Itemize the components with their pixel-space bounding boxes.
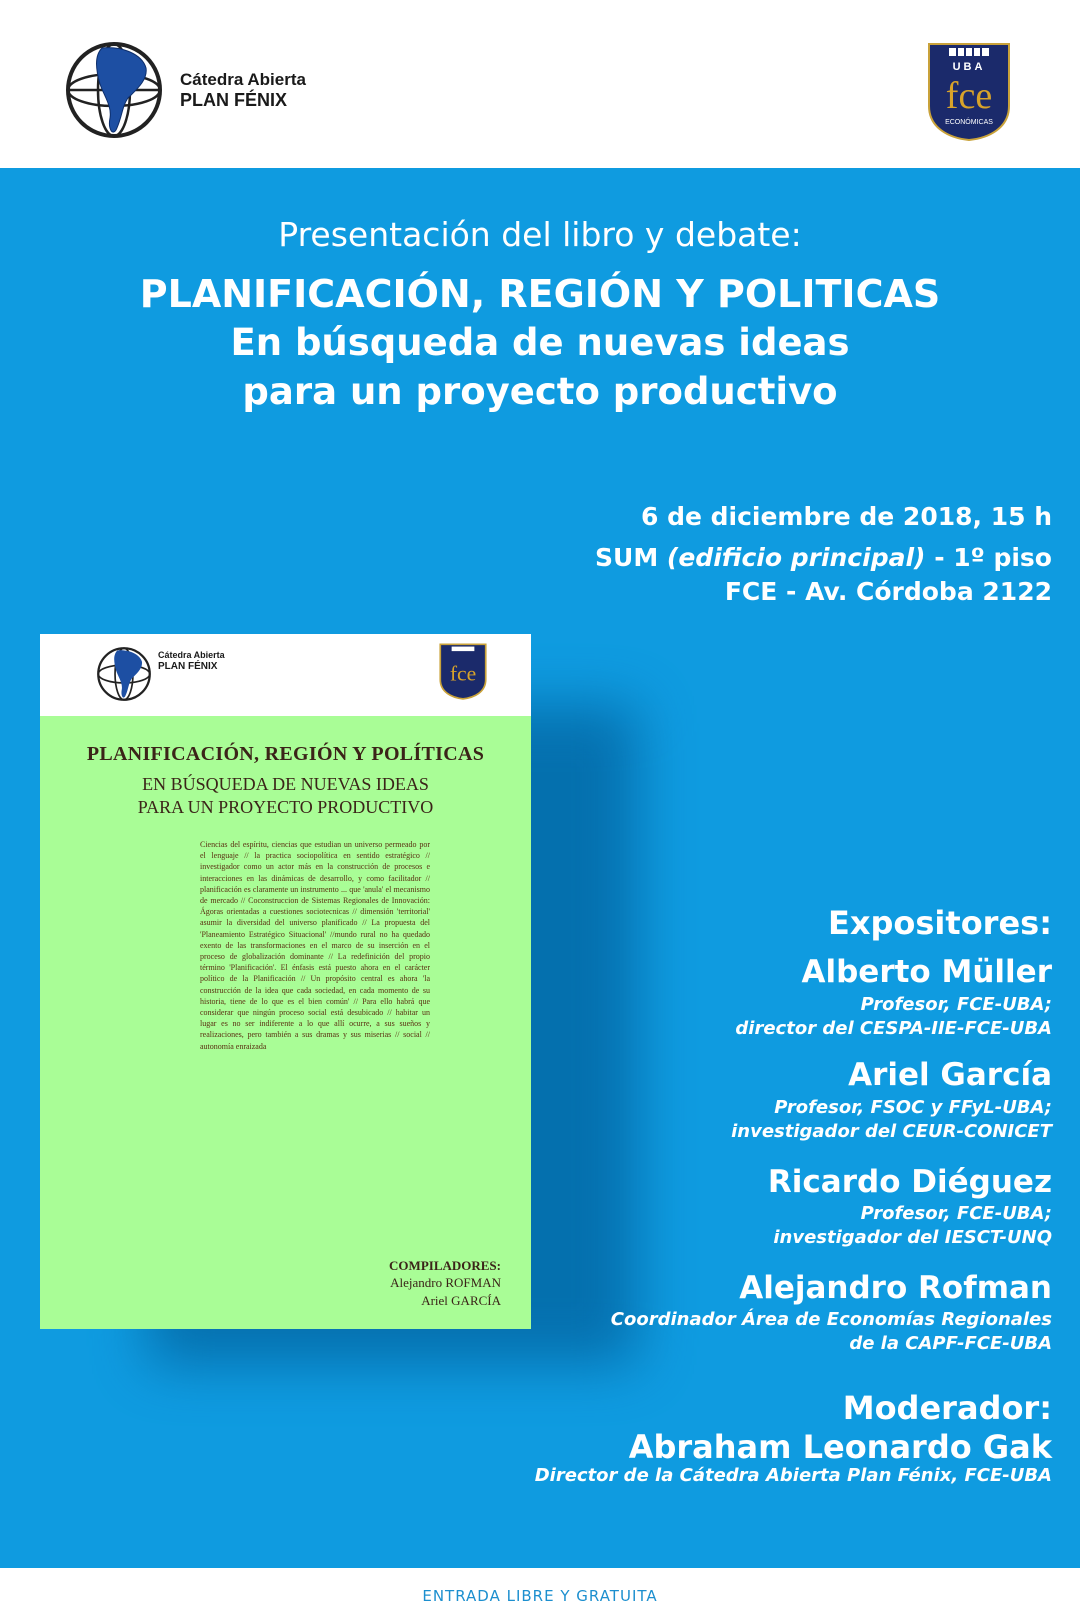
speaker-name: Ariel García [848, 1057, 1052, 1093]
catedra-plan-fenix-logo-text [180, 69, 306, 111]
book-fce-logo-text: fce [449, 661, 477, 686]
speaker-role: de la CAPF-FCE-UBA [849, 1333, 1052, 1354]
fce-logo-sub: ECONÓMICAS [945, 119, 993, 126]
speaker-role: Profesor, FCE-UBA; [860, 1203, 1052, 1224]
moderador-name: Abraham Leonardo Gak [628, 1428, 1052, 1466]
book-cover-poem: Ciencias del espíritu, ciencias que estudian un universo permeado por el lenguaje // la practica sociopolítica en sentido estratégico // investigador como un actor más en la construcción de procesos e interacciones en las dinámicas de desarrollo, y como facilitador // planificación es claramente un instrumento ... que 'anula' el mecanismo de mercado // Coconstruccion de Sistemas Regionales de Innovación: Ágoras orientadas a cuestiones sociotecnicas // dimensión 'territorial' asumir la diversidad del universo planificado // La propuesta del 'Planeamiento Estratégico Situacional' //mundo rural no ha quedado exento de las transformaciones en el marco de su inserción en el proceso de globalización dominante // La redefinición del propio término 'Planificación'. El énfasis está puesto ahora en el carácter político de la Planificación // Un propósito central es ahora 'la construcción de la idea que cada sociedad, en cada momento de su historia, tiene de lo que es el bien común' // Para ello habrá que considerar que ningún proceso social está desubicado // habitar un lugar es no ser indiferente a lo que allí ocurre, a sus sueños y realizaciones, pero también a sus dramas y sus miserias // social // autonomía enraizada [200, 840, 430, 1051]
compilador-2: Ariel GARCÍA [421, 1293, 501, 1308]
fce-logo-text: fce [945, 75, 993, 117]
speaker-role: Profesor, FSOC y FFyL-UBA; [774, 1097, 1052, 1118]
book-catedra-line1: Cátedra Abierta [158, 650, 225, 660]
book-fce-shield-icon [438, 642, 488, 700]
venue-building: (edificio principal) [666, 543, 926, 572]
event-venue [595, 543, 1052, 572]
speaker-role: Coordinador Área de Economías Regionales [610, 1309, 1052, 1330]
plan-fenix-globe-icon [64, 40, 164, 140]
book-catedra-line2: PLAN FÉNIX [158, 661, 218, 672]
book-cover-subtitle-line2: PARA UN PROYECTO PRODUCTIVO [137, 797, 434, 817]
catedra-line1: Cátedra Abierta [180, 70, 306, 89]
book-title-line1: PLANIFICACIÓN, REGIÓN Y POLITICAS [139, 272, 941, 316]
catedra-line2: PLAN FÉNIX [180, 90, 288, 110]
book-cover-title: PLANIFICACIÓN, REGIÓN Y POLÍTICAS [86, 743, 485, 765]
event-date: 6 de diciembre de 2018, 15 h [640, 502, 1052, 531]
fce-uba-shield-icon [925, 40, 1013, 142]
venue-floor: - 1º piso [934, 543, 1052, 572]
speaker-role: investigador del IESCT-UNQ [773, 1227, 1052, 1248]
book-cover-subtitle-line1: EN BÚSQUEDA DE NUEVAS IDEAS [142, 774, 429, 794]
speaker-role: director del CESPA-IIE-FCE-UBA [735, 1018, 1052, 1039]
compiladores-label: COMPILADORES: [389, 1258, 501, 1273]
book-title-line3: para un proyecto productivo [242, 370, 838, 413]
expositores-heading: Expositores: [827, 904, 1052, 942]
speaker-name: Alberto Müller [801, 954, 1052, 990]
book-plan-fenix-globe-icon [96, 646, 152, 702]
speaker-name: Ricardo Diéguez [767, 1164, 1052, 1200]
venue-sum: SUM [595, 543, 659, 572]
speaker-role: Profesor, FCE-UBA; [860, 994, 1052, 1015]
speaker-name: Alejandro Rofman [739, 1270, 1052, 1306]
compilador-1: Alejandro ROFMAN [390, 1275, 501, 1290]
footer-entrada-libre: ENTRADA LIBRE Y GRATUITA [422, 1587, 658, 1605]
moderador-heading: Moderador: [842, 1389, 1052, 1427]
moderador-role: Director de la Cátedra Abierta Plan Fénix, FCE-UBA [534, 1465, 1052, 1486]
book-cover-header [40, 634, 531, 716]
page-header [0, 0, 1080, 168]
event-address: FCE - Av. Córdoba 2122 [724, 577, 1052, 606]
uba-logo-text: UBA [952, 61, 986, 73]
book-title-line2: En búsqueda de nuevas ideas [230, 321, 850, 364]
speaker-role: investigador del CEUR-CONICET [731, 1121, 1052, 1142]
book-cover [40, 634, 531, 1329]
book-catedra-text [158, 649, 225, 673]
intro-heading: Presentación del libro y debate: [278, 215, 802, 254]
